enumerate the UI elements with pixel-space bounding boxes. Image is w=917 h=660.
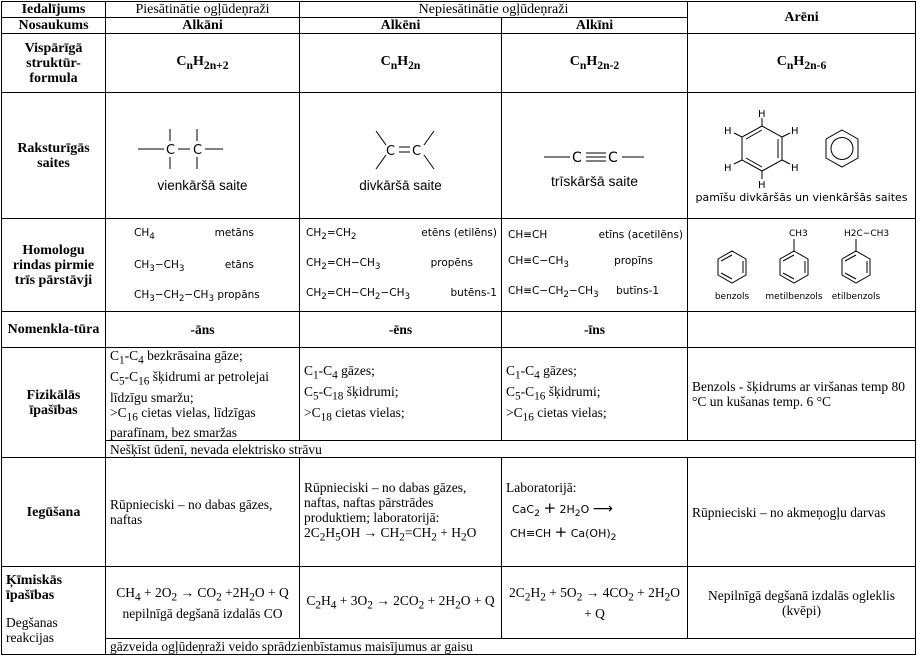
alkynes-production [502,458,688,567]
homolog-row [134,283,295,311]
svg-text:H: H [723,125,732,137]
homolog-name: propīns [614,255,654,268]
alkynes-production-equation-2: $CH\equiv CH + Ca(OH)_2$ [510,522,617,544]
hydrocarbons-table-wrapper [1,1,915,657]
homolog-row [134,251,254,283]
homolog-formula: $CH\equiv C-CH_3$ [508,255,569,271]
nomenclature-label: Nomenkla-tūra [2,312,106,348]
alkenes-suffix: -ēns [300,312,502,348]
physical-item: $C_1-C_4$ bezkrāsaina gāze; [110,348,243,367]
homolog-formula: $CH_3-CH_2-CH_3$ [134,289,215,305]
homolog-name: butīns-1 [616,285,660,298]
homolog-formula: CH≡CH [508,229,548,242]
arene-homolog-name: metilbenzols [765,291,823,302]
arenes-physical [688,348,916,441]
svg-text:H: H [790,162,799,174]
homolog-name: metāns [214,227,254,239]
homolog-row [134,219,254,251]
homolog-row [508,222,683,248]
alkenes-header: Alkēni [300,18,502,34]
alkynes-header: Alkīni [502,18,688,34]
bonds-label: Raksturīgās saites [2,93,106,219]
homolog-row [508,278,683,308]
alkanes-physical [106,348,300,441]
alkynes-bond-cell [502,93,688,219]
homolog-formula: $CH_2=CH-CH_3$ [306,257,381,273]
physical-item: $>C_{16}$ cietas vielas; [506,404,607,424]
arenes-homologs [688,219,916,312]
svg-text:H: H [757,179,766,191]
chemical-common: gāzveida ogļūdeņraži veido sprādzienbīstamus maisījumus ar gaisu [106,639,916,655]
single-bond-label: vienkāršā saite [157,177,248,193]
alkynes-production-equation-1: $CaC_2 + 2H_2O$ ⟶ [512,498,613,519]
arenes-header: Arēni [688,2,916,34]
chemical-label: Ķīmiskās īpašības [6,573,63,604]
arenes-physical-text: Benzols - šķidrums ar viršanas temp 80 °C un kušanas temp. 6 °C [692,379,905,410]
chemical-label-cell [2,567,106,655]
physical-common: Nešķīst ūdenī, nevada elektrisko strāvu [106,441,916,458]
homolog-formula: $CH_2=CH-CH_2-CH_3$ [306,287,411,303]
alkanes-production: Rūpnieciski – no dabas gāzes, naftas [106,458,300,567]
alkanes-combustion-note: nepilnīgā degšanā izdalās CO [122,605,283,621]
alkanes-bond-cell [106,93,300,219]
physical-item: $C_5-C_{16}$ šķidrumi; [506,383,601,403]
alkenes-general-formula: $C_nH_{2n}$ [300,34,502,93]
alkynes-suffix: -īns [502,312,688,348]
physical-label: Fizikālās īpašības [2,348,106,458]
svg-text:C: C [165,142,175,158]
alkynes-physical [502,348,688,441]
alkenes-bond-cell [300,93,502,219]
arene-homolog-name: benzols [714,291,750,302]
svg-text:C: C [571,149,582,166]
alkanes-suffix: -āns [106,312,300,348]
svg-text:H: H [790,125,799,137]
alternating-bonds-label: pamīšu divkāršās un vienkāršās saites [695,190,908,204]
arenes-production: Rūpnieciski – no akmeņogļu darvas [688,458,916,567]
physical-item: $C_5-C_{18}$ šķidrumi; [304,383,399,403]
hydrocarbons-table [1,1,916,655]
homolog-row [508,248,683,278]
general-formula-label: Vispārīgā struktūr-formula [2,34,106,93]
alkenes-physical [300,348,502,441]
alkenes-production-text: Rūpnieciski – no dabas gāzes, naftas, naftas pārstrādes produktiem; laboratorijā: [304,479,467,525]
name-label: Nosaukums [2,18,106,34]
alkanes-combustion [106,567,300,639]
physical-item: $C_5-C_{16}$ šķidrumi ar petrolejai līdzīgu smaržu; [110,368,269,405]
alkynes-production-text: Laboratorijā: [506,479,577,495]
homolog-name: etīns (acetilēns) [598,229,684,242]
homolog-name: propēns [430,257,473,270]
physical-item: $>C_{18}$ cietas vielas; [304,404,405,424]
benzene-diagram [702,108,902,196]
homolog-row [306,280,497,310]
arene-homologs-diagram [688,221,914,307]
physical-item: $C_1-C_4$ gāzes; [304,363,375,382]
homolog-name: propāns [217,289,260,302]
homolog-name: butēns-1 [450,287,497,300]
alkenes-production-equation: $2C_2H_5OH \to CH_2=CH_2 + H_2O$ [304,524,477,544]
double-bond-label: divkāršā saite [359,177,442,193]
alkenes-combustion: $C_2H_4 + 3O_2 \to 2CO_2 + 2H_2O + Q$ [300,567,502,639]
arenes-combustion: Nepilnīgā degšanā izdalās ogleklis (kvēpi) [688,567,916,639]
ethyl-substituent-label: H2C−CH3 [844,228,890,239]
svg-text:C: C [607,149,618,166]
alkenes-homologs [300,219,502,312]
homolog-formula: $CH_2=CH_2$ [306,227,357,243]
arene-homolog-name: etilbenzols [831,291,881,302]
svg-text:H: H [723,162,732,174]
alkanes-header: Alkāni [106,18,300,34]
saturated-header: Piesātinātie ogļūdeņraži [106,2,300,18]
alkanes-homologs [106,219,300,312]
homolog-name: etēns (etilēns) [421,227,497,239]
svg-text:C: C [192,142,202,158]
alkynes-combustion: $2C_2H_2 + 5O_2 \to 4CO_2 + 2H_2O + Q$ [502,567,688,639]
homolog-formula: $CH_3-CH_3$ [134,259,185,275]
methyl-substituent-label: CH3 [789,228,808,239]
homolog-row [306,220,497,250]
combustion-label: Degšanas reakcijas [6,615,58,646]
alkanes-general-formula: $C_nH_{2n+2}$ [106,34,300,93]
alkenes-production [300,458,502,567]
svg-text:H: H [757,108,766,120]
classification-header: Iedalījums [2,2,106,18]
physical-item: $C_1-C_4$ gāzes; [506,363,577,382]
alkynes-homologs [502,219,688,312]
homolog-name: etāns [224,259,254,272]
triple-bond-label: trīskāršā saite [550,172,639,189]
alkanes-combustion-equation: $CH_4 + 2O_2 \to CO_2 +2H_2O + Q$ [116,585,289,604]
homolog-row [306,250,497,280]
homologs-label: Homologu rindas pirmie trīs pārstāvji [2,219,106,312]
arenes-suffix [688,312,916,348]
svg-text:C: C [411,143,421,159]
production-label: Iegūšana [2,458,106,567]
homolog-formula: $CH\equiv C-CH_2-CH_3$ [508,285,599,301]
alkynes-general-formula: $C_nH_{2n-2}$ [502,34,688,93]
physical-item: $>C_{16}$ cietas vielas, līdzīgas parafīnam, bez smaržas [110,404,256,441]
unsaturated-header: Nepiesātinātie ogļūdeņraži [300,2,688,18]
svg-text:C: C [385,143,395,159]
arenes-bond-cell [688,93,916,219]
homolog-formula: $CH_4$ [134,227,155,243]
arenes-general-formula: $C_nH_{2n-6}$ [688,34,916,93]
